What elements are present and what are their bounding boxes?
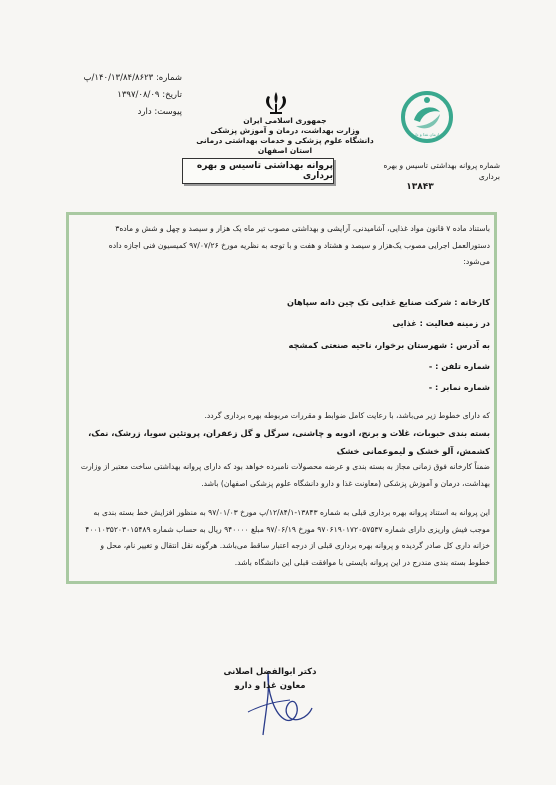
letter-date-label: تاریخ: (162, 90, 182, 100)
signatory-name: دکتر ابوالفضل اصلانی (223, 667, 317, 677)
field-activity-value: غذایی (392, 318, 417, 329)
ministry-line-1: جمهوری اسلامی ایران (243, 116, 327, 125)
ministry-line-3: دانشگاه علوم پزشکی و خدمات بهداشتی درمانی استان اصفهان (196, 136, 374, 155)
letter-date-value: ۱۳۹۷/۰۸/۰۹ (117, 90, 160, 100)
ministry-line-2: وزارت بهداشت، درمان و آموزش پزشکی (210, 126, 360, 135)
field-factory (80, 292, 490, 313)
permit-number-block (360, 160, 500, 193)
field-phone (80, 356, 490, 377)
field-factory-value: شرکت صنایع غذایی تک چین دانه سپاهان (286, 297, 452, 307)
letter-attachment-row (62, 104, 182, 121)
letter-attachment-value: دارد (137, 107, 152, 117)
ministry-heading (190, 116, 380, 156)
field-phone-value: - (428, 360, 433, 371)
note-paragraph: ضمناً کارخانه فوق زمانی مجاز به بسته بندی و عرضه محصولات نامبرده خواهد بود که دارای پروانه بهداشتی ساخت معتبر از وزارت بهداشت، درمان و آموزش پزشکی (معاونت غذا و دارو دانشگاه علوم پزشکی اصفهان) باشد. (80, 462, 490, 488)
field-activity (80, 313, 490, 334)
intro-paragraph: باستناد ماده ۷ قانون مواد غذایی، آشامیدنی، آرایشی و بهداشتی مصوب تیر ماه یک هزار و سیصد و چهل و شش و ماده۳ دستورالعمل اجرایی مصوب یک‌هزار و سیصد و هشتاد و هفت و با توجه به نظریه مورخ ۹۷/۰۷/۲۶ کمیسیون فنی اجازه داده می‌شود: (108, 224, 490, 267)
history-paragraph: این پروانه به استناد پروانه بهره برداری قبلی به شماره ۱۳۸۴۳-۱۲/۸۴/۱/پ مورخ ۹۷/۰۱/۰۳ به منظور افزایش خط بسته بندی به موجب فیش واریزی دارای شماره ۹۷۰۶۱۹۰۱۷۲۰۵۷۵۳۷ مورخ ۹۷/۰۶/۱۹ مبلغ ۹۴۰۰۰۰ ریال به حساب شماره ۴۰۰۱۰۳۵۲۰۳۰۱۵۴۸۹ خزانه داری کل صادر گردیده و پروانه بهره برداری قبلی از درجه اعتبار ساقط می‌باشد. هرگونه نقل انتقال و تغییر نام، محل و خطوط بسته بندی مندرج در این پروانه بایستی با موافقت قبلی این دانشگاه باشد. (85, 508, 490, 567)
field-fax-label: شماره نمابر : (435, 382, 490, 393)
letter-meta (62, 70, 182, 121)
letter-number-label: شماره: (155, 73, 182, 83)
logo-caption: سازمان غذا و دارو (411, 132, 443, 137)
field-phone-label: شماره تلفن : (435, 360, 490, 371)
signatory (210, 665, 330, 693)
product-lines: بسته بندی حبوبات، غلات و برنج، ادویه و چاشنی، سرگل و گل زعفران، پروتئین سویا، زرشک، نمک، کشمش، آلو خشک و لیموعمانی خشک (88, 428, 490, 456)
document-title: پروانه بهداشتی تاسیس و بهره برداری (182, 158, 334, 184)
field-address-value: شهرستان برخوار، ناحیه صنعتی کمشچه (288, 339, 448, 350)
lines-intro-text: که دارای خطوط زیر می‌باشد، با رعایت کامل ضوابط و مقررات مربوطه بهره برداری گردد. (204, 411, 490, 420)
field-activity-label: در زمینه فعالیت : (419, 318, 490, 329)
permit-number-label: شماره پروانه بهداشتی تاسیس و بهره برداری (383, 161, 500, 181)
field-address (80, 335, 490, 356)
signatory-position: معاون غذا و دارو (234, 681, 306, 691)
field-fax (80, 377, 490, 398)
food-drug-administration-logo-icon (400, 90, 454, 144)
letter-number-value: ۱۴۰/۱۳/۸۴/۸۶۲۳/پ (83, 73, 154, 83)
letter-date-row (62, 87, 182, 104)
permit-number-value: ۱۳۸۴۳ (406, 182, 434, 192)
field-address-label: به آدرس : (449, 339, 490, 350)
facility-fields (80, 292, 490, 398)
iran-emblem-icon (258, 90, 294, 116)
letter-attachment-label: پیوست: (154, 107, 182, 117)
letter-number-row (62, 70, 182, 87)
field-factory-label: کارخانه : (454, 297, 490, 307)
field-fax-value: - (428, 382, 433, 393)
